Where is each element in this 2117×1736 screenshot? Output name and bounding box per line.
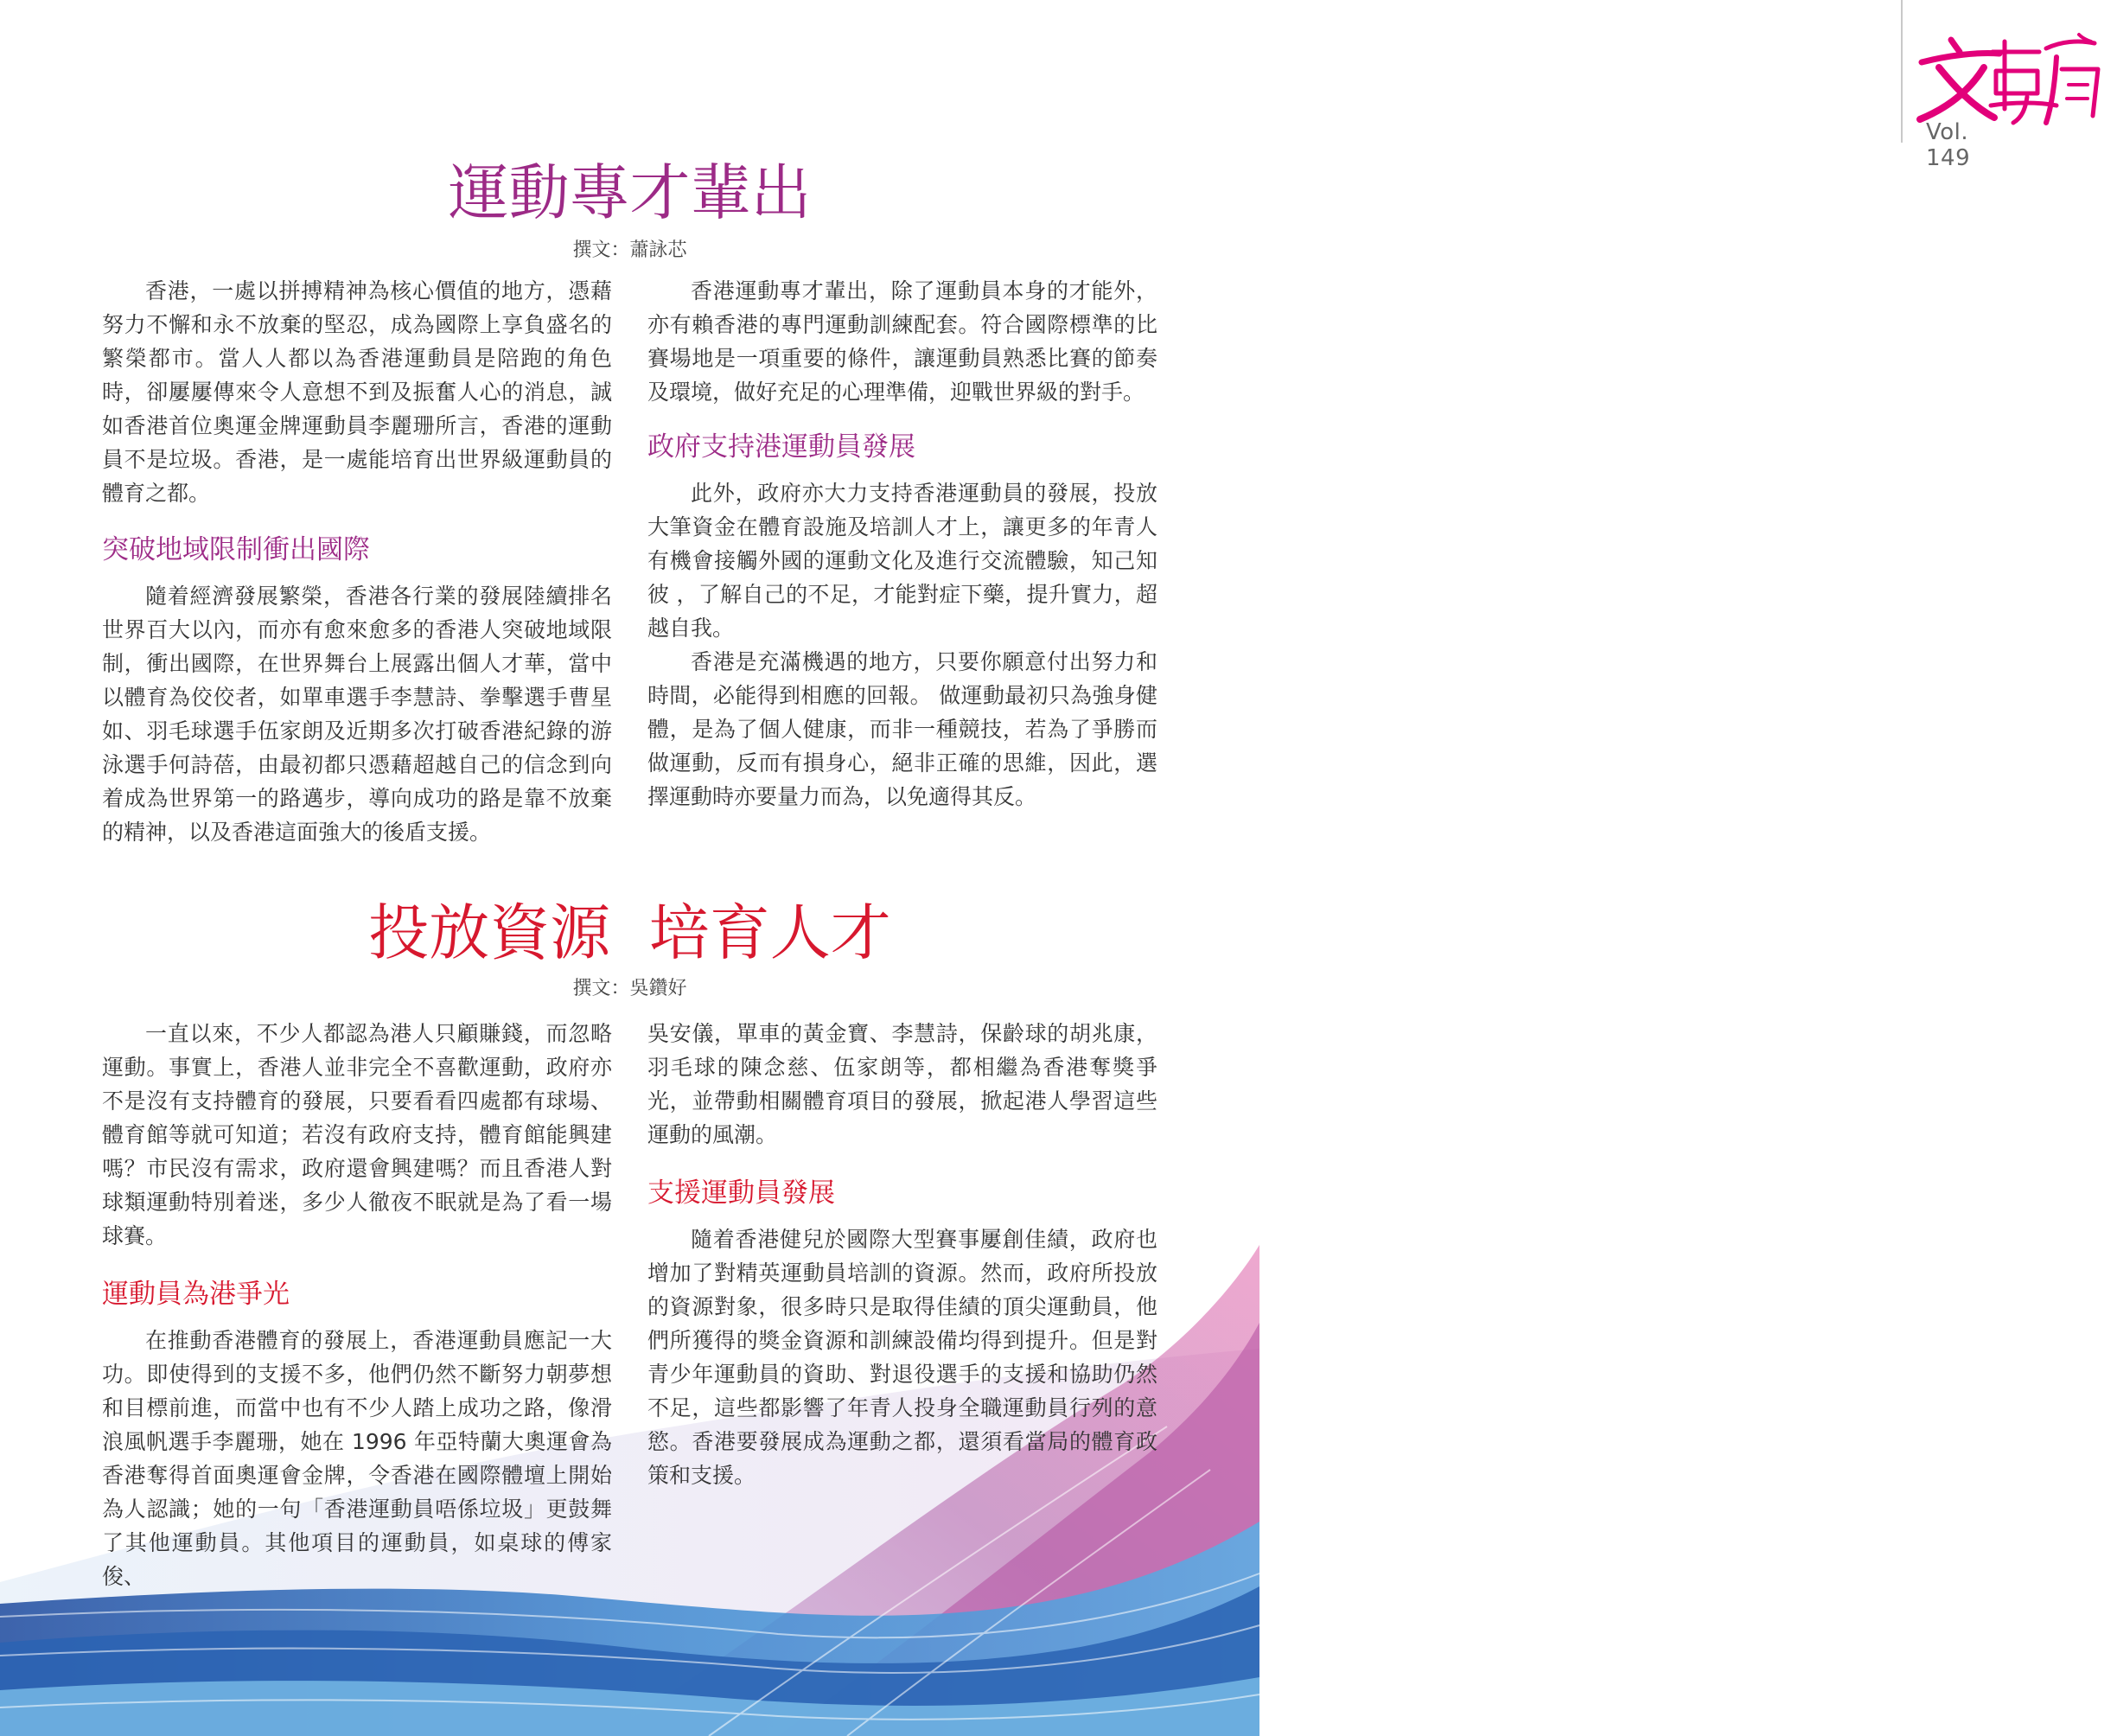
article-title: 投放資源 培育人才 — [368, 897, 891, 968]
section-paragraph: 香港是充滿機遇的地方，只要你願意付出努力和時間，必能得到相應的回報。 做運動最初只為強身健體，是為了個人健康，而非一種競技，若為了爭勝而做運動，反而有損身心，絕非正確的思維，因此，選擇運動時亦要量力而為，以免適得其反。 — [647, 649, 1157, 809]
wenhuiguang-logo — [1910, 33, 2117, 128]
header-divider — [1901, 0, 1903, 143]
section-paragraph: 在推動香港體育的發展上，香港運動員應記一大功。即使得到的支援不多，他們仍然不斷努力朝夢想和目標前進，而當中也有不少人踏上成功之路，像滑浪風帆選手李麗珊，她在 1996 年亞特蘭大奧運會為香港奪得首面奧運會金牌，令香港在國際體壇上開始為人認識；她的一句「香港運動員唔係垃圾」更鼓舞了其他運動員。其他項目的運動員，如桌球的傅家俊、 — [102, 1328, 612, 1589]
intro-paragraph: 一直以來，不少人都認為港人只顧賺錢，而忽略運動。事實上，香港人並非完全不喜歡運動，政府亦不是沒有支持體育的發展，只要看看四處都有球場、體育館等就可知道；若沒有政府支持，體育館能興建嗎？市民沒有需求，政府還會興建嗎？而且香港人對球類運動特別着迷，多少人徹夜不眠就是為了看一場球賽。 — [102, 1021, 612, 1248]
section-paragraph: 隨着經濟發展繁榮，香港各行業的發展陸續排名世界百大以內，而亦有愈來愈多的香港人突破地域限制，衝出國際，在世界舞台上展露出個人才華，當中以體育為佼佼者，如單車選手李慧詩、拳擊選手曹星如、羽毛球選手伍家朗及近期多次打破香港紀錄的游泳選手何詩蓓，由最初都只憑藉超越自己的信念到向着成為世界第一的路邁步，導向成功的路是靠不放棄的精神，以及香港這面強大的後盾支援。 — [102, 584, 612, 845]
right-column — [647, 1017, 1157, 1492]
section-paragraph: 隨着香港健兒於國際大型賽事屢創佳績，政府也增加了對精英運動員培訓的資源。然而，政府所投放的資源對象，很多時只是取得佳績的頂尖運動員，他們所獲得的獎金資源和訓練設備均得到提升。但是對青少年運動員的資助、對退役選手的支援和協助仍然不足，這些都影響了年青人投身全職運動員行列的意慾。香港要發展成為運動之都，還須看當局的體育政策和支援。 — [647, 1227, 1157, 1488]
left-column — [102, 274, 612, 849]
intro-paragraph: 香港運動專才輩出，除了運動員本身的才能外，亦有賴香港的專門運動訓練配套。符合國際標準的比賽場地是一項重要的條件，讓運動員熟悉比賽的節奏及環境，做好充足的心理準備，迎戰世界級的對手。 — [647, 278, 1157, 405]
section-heading: 政府支持港運動員發展 — [647, 431, 915, 463]
right-column — [647, 274, 1157, 814]
article-author: 撰文：吳鑽好 — [572, 978, 687, 999]
article-author: 撰文：蕭詠芯 — [572, 239, 687, 261]
magazine-header — [950, 0, 1971, 171]
intro-paragraph: 香港，一處以拼搏精神為核心價值的地方，憑藉努力不懈和永不放棄的堅忍，成為國際上享負盛名的繁榮都市。當人人都以為香港運動員是陪跑的角色時，卻屢屢傳來令人意想不到及振奮人心的消息，誠如香港首位奧運金牌運動員李麗珊所言，香港的運動員不是垃圾。香港，是一處能培育出世界級運動員的體育之都。 — [102, 278, 612, 506]
volume-number: Vol. 149 — [1926, 119, 1971, 171]
left-column — [102, 1017, 612, 1593]
section-heading: 支援運動員發展 — [647, 1178, 835, 1209]
section-heading: 突破地域限制衝出國際 — [102, 534, 370, 565]
section-heading: 運動員為港爭光 — [102, 1279, 290, 1310]
section-paragraph: 此外，政府亦大力支持香港運動員的發展，投放大筆資金在體育設施及培訓人才上，讓更多的年青人有機會接觸外國的運動文化及進行交流體驗，知己知彼 ，了解自己的不足，才能對症下藥，提升實力，超越自我。 — [647, 481, 1157, 641]
continuation-paragraph: 吳安儀，單車的黃金寶、李慧詩，保齡球的胡兆康，羽毛球的陳念慈、伍家朗等，都相繼為香港奪獎爭光，並帶動相關體育項目的發展，掀起港人學習這些運動的風潮。 — [647, 1021, 1157, 1147]
article-title: 運動專才輩出 — [448, 157, 812, 228]
